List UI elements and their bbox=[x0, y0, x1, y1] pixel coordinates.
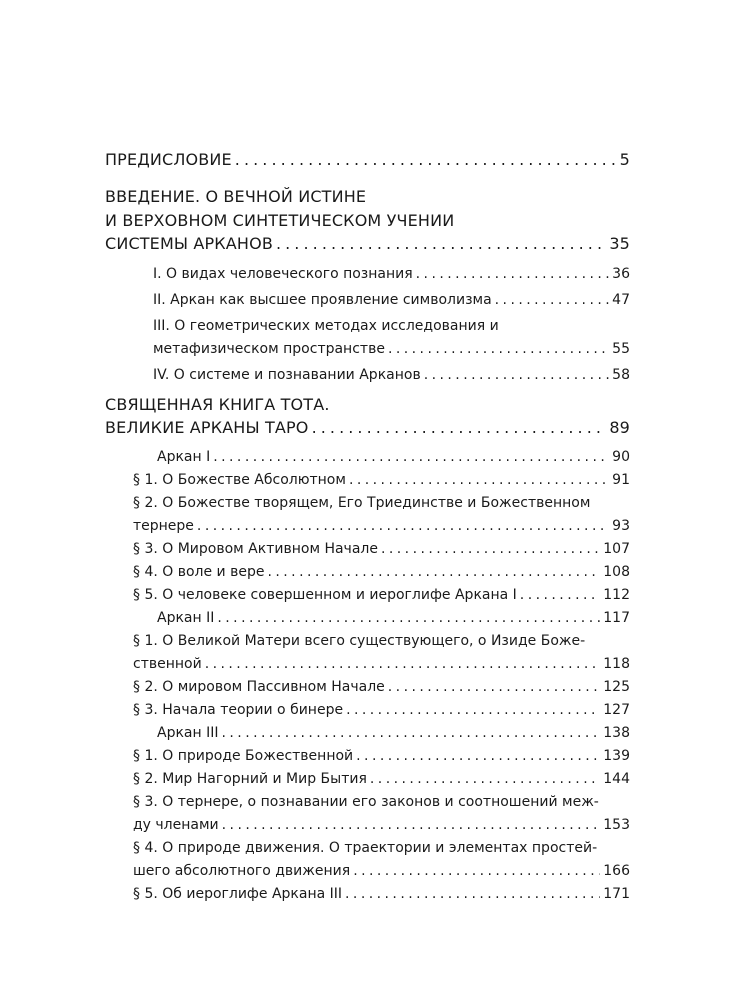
entry-title: § 1. О природе Божественной bbox=[133, 748, 354, 764]
page-number: 125 bbox=[603, 679, 630, 695]
entry-title: Аркан II bbox=[157, 610, 215, 626]
toc-entry-arcan-2-s1-line1 bbox=[133, 633, 630, 649]
toc-entry-intro-4[interactable] bbox=[153, 367, 630, 383]
entry-title: ственной bbox=[133, 656, 202, 672]
toc-entry-arcan-3-s1[interactable] bbox=[133, 748, 630, 764]
entry-title: § 3. О Мировом Активном Начале bbox=[133, 541, 378, 557]
toc-entry-arcan-2-s3[interactable] bbox=[133, 702, 630, 718]
toc-entry-arcan-3-s3-line1 bbox=[133, 794, 630, 810]
leader-dots bbox=[235, 150, 617, 169]
toc-entry-preface[interactable] bbox=[105, 150, 630, 169]
entry-title: § 5. Об иероглифе Аркана III bbox=[133, 886, 343, 902]
page-number: 93 bbox=[612, 518, 630, 534]
entry-title: § 1. О Божестве Абсолютном bbox=[133, 472, 346, 488]
toc-entry-arcan-1-s4[interactable] bbox=[133, 564, 630, 580]
page-number: 118 bbox=[603, 656, 630, 672]
leader-dots bbox=[424, 367, 609, 383]
entry-title: шего абсолютного движения bbox=[133, 863, 351, 879]
toc-entry-book-line1 bbox=[105, 395, 630, 414]
leader-dots bbox=[205, 656, 601, 672]
leader-dots bbox=[416, 266, 610, 282]
entry-title: СВЯЩЕННАЯ КНИГА ТОТА. bbox=[105, 395, 330, 414]
toc-entry-arcan-2[interactable] bbox=[157, 610, 630, 626]
leader-dots bbox=[276, 234, 606, 253]
entry-title: § 2. Мир Нагорний и Мир Бытия bbox=[133, 771, 367, 787]
toc-entry-arcan-1-s5[interactable] bbox=[133, 587, 630, 603]
leader-dots bbox=[197, 518, 609, 534]
page-number: 91 bbox=[612, 472, 630, 488]
entry-title: Аркан I bbox=[157, 449, 211, 465]
toc-entry-arcan-1-s2-line1 bbox=[133, 495, 630, 511]
leader-dots bbox=[222, 725, 601, 741]
entry-title: II. Аркан как высшее проявление символизма bbox=[153, 292, 492, 308]
toc-entry-arcan-1-s1[interactable] bbox=[133, 472, 630, 488]
leader-dots bbox=[222, 817, 601, 833]
entry-title: IV. О системе и познавании Арканов bbox=[153, 367, 421, 383]
toc-entry-arcan-3-s5[interactable] bbox=[133, 886, 630, 902]
entry-title: ВЕЛИКИЕ АРКАНЫ ТАРО bbox=[105, 418, 309, 437]
page-number: 171 bbox=[603, 886, 630, 902]
page-number: 90 bbox=[612, 449, 630, 465]
toc-entry-arcan-1[interactable] bbox=[157, 449, 630, 465]
page-number: 47 bbox=[612, 292, 630, 308]
entry-title: § 3. О тернере, о познавании его законов и соотношений меж- bbox=[133, 794, 599, 810]
page-number: 108 bbox=[603, 564, 630, 580]
entry-title: § 4. О воле и вере bbox=[133, 564, 265, 580]
table-of-contents bbox=[105, 0, 630, 1000]
entry-title: тернере bbox=[133, 518, 194, 534]
leader-dots bbox=[388, 341, 609, 357]
toc-entry-intro-1[interactable] bbox=[153, 266, 630, 282]
page-number: 55 bbox=[612, 341, 630, 357]
toc-entry-arcan-3-s3[interactable] bbox=[133, 817, 630, 833]
toc-entry-arcan-3-s4-line1 bbox=[133, 840, 630, 856]
toc-entry-arcan-1-s2[interactable] bbox=[133, 518, 630, 534]
page-number: 144 bbox=[603, 771, 630, 787]
entry-title: § 2. О Божестве творящем, Его Триединстве и Божественном bbox=[133, 495, 591, 511]
leader-dots bbox=[381, 541, 600, 557]
page-number: 5 bbox=[619, 150, 630, 169]
entry-title: СИСТЕМЫ АРКАНОВ bbox=[105, 234, 273, 253]
leader-dots bbox=[213, 449, 609, 465]
page-number: 89 bbox=[609, 418, 630, 437]
toc-entry-intro-3-line1 bbox=[153, 318, 630, 334]
toc-entry-intro[interactable] bbox=[105, 234, 630, 253]
page-number: 139 bbox=[603, 748, 630, 764]
page-number: 127 bbox=[603, 702, 630, 718]
toc-entry-intro-3[interactable] bbox=[153, 341, 630, 357]
leader-dots bbox=[349, 472, 609, 488]
page-number: 153 bbox=[603, 817, 630, 833]
entry-title: III. О геометрических методах исследования и bbox=[153, 318, 499, 334]
leader-dots bbox=[353, 863, 600, 879]
page-number: 112 bbox=[603, 587, 630, 603]
toc-entry-book[interactable] bbox=[105, 418, 630, 437]
entry-title: § 2. О мировом Пассивном Начале bbox=[133, 679, 385, 695]
toc-entry-arcan-3-s4[interactable] bbox=[133, 863, 630, 879]
page-number: 166 bbox=[603, 863, 630, 879]
toc-entry-arcan-3-s2[interactable] bbox=[133, 771, 630, 787]
entry-title: ВВЕДЕНИЕ. О ВЕЧНОЙ ИСТИНЕ bbox=[105, 187, 367, 206]
leader-dots bbox=[267, 564, 600, 580]
page-number: 36 bbox=[612, 266, 630, 282]
entry-title: § 4. О природе движения. О траектории и элементах простей- bbox=[133, 840, 598, 856]
entry-title: ду членами bbox=[133, 817, 219, 833]
leader-dots bbox=[520, 587, 600, 603]
entry-title: § 3. Начала теории о бинере bbox=[133, 702, 344, 718]
page-number: 138 bbox=[603, 725, 630, 741]
leader-dots bbox=[217, 610, 600, 626]
entry-title: И ВЕРХОВНОМ СИНТЕТИЧЕСКОМ УЧЕНИИ bbox=[105, 211, 455, 230]
leader-dots bbox=[346, 702, 600, 718]
toc-entry-arcan-3[interactable] bbox=[157, 725, 630, 741]
leader-dots bbox=[356, 748, 600, 764]
toc-entry-arcan-2-s1[interactable] bbox=[133, 656, 630, 672]
page-number: 117 bbox=[603, 610, 630, 626]
entry-title: Аркан III bbox=[157, 725, 219, 741]
leader-dots bbox=[370, 771, 600, 787]
toc-entry-arcan-1-s3[interactable] bbox=[133, 541, 630, 557]
page-number: 58 bbox=[612, 367, 630, 383]
page-number: 107 bbox=[603, 541, 630, 557]
toc-entry-intro-line2 bbox=[105, 211, 630, 230]
leader-dots bbox=[495, 292, 610, 308]
leader-dots bbox=[312, 418, 607, 437]
entry-title: I. О видах человеческого познания bbox=[153, 266, 413, 282]
entry-title: § 1. О Великой Матери всего существующего, о Изиде Боже- bbox=[133, 633, 586, 649]
entry-title: § 5. О человеке совершенном и иероглифе Аркана I bbox=[133, 587, 517, 603]
page-number: 35 bbox=[609, 234, 630, 253]
toc-entry-intro-2[interactable] bbox=[153, 292, 630, 308]
entry-title: метафизическом пространстве bbox=[153, 341, 385, 357]
entry-title: ПРЕДИСЛОВИЕ bbox=[105, 150, 232, 169]
leader-dots bbox=[388, 679, 600, 695]
leader-dots bbox=[345, 886, 600, 902]
toc-entry-intro-line1 bbox=[105, 187, 630, 206]
toc-entry-arcan-2-s2[interactable] bbox=[133, 679, 630, 695]
